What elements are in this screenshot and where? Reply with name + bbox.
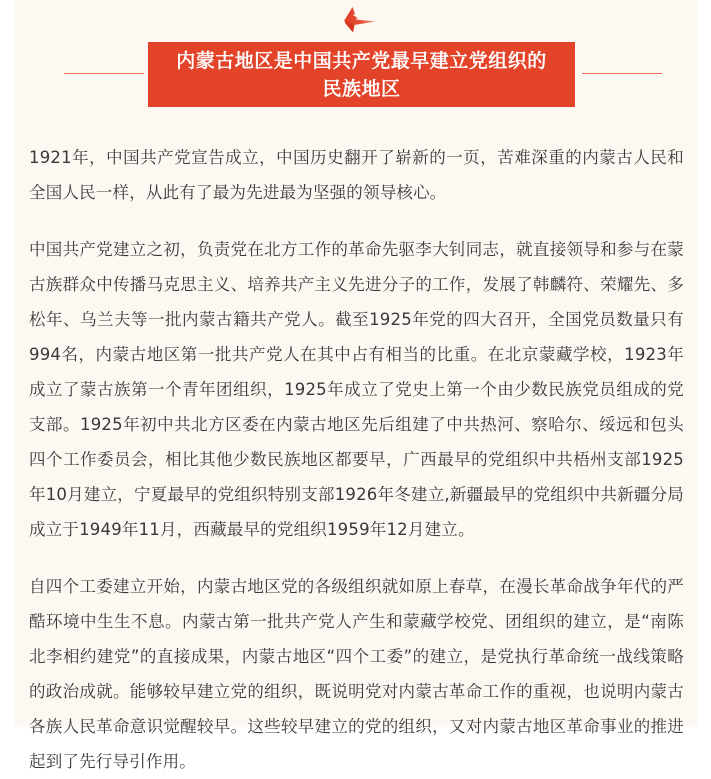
divider-left [64, 73, 144, 74]
article-paragraph: 自四个工委建立开始，内蒙古地区党的各级组织就如原上春草，在漫长革命战争年代的严酷环境中生生不息。内蒙古第一批共产党人产生和蒙藏学校党、团组织的建立，是“南陈北李相约建党”的直接成果，内蒙古地区“四个工委”的建立，是党执行革命统一战线策略的政治成就。能够较早建立党的组织，既说明党对内蒙古革命工作的重视，也说明内蒙古各族人民革命意识觉醒较早。这些较早建立的党的组织，又对内蒙古地区革命事业的推进起到了先行导引作用。 [29, 577, 684, 771]
page-title [148, 42, 575, 107]
article-body [29, 140, 684, 779]
divider-right [582, 73, 662, 74]
page-title-line-1: 内蒙古地区是中国共产党最早建立党组织的 [176, 49, 547, 72]
article-paragraph: 中国共产党建立之初，负责党在北方工作的革命先驱李大钊同志，就直接领导和参与在蒙古族群众中传播马克思主义、培养共产主义先进分子的工作，发展了韩麟符、荣耀先、多松年、乌兰夫等一批内蒙古籍共产党人。截至1925年党的四大召开，全国党员数量只有994名，内蒙古地区第一批共产党人在其中占有相当的比重。在北京蒙藏学校，1923年成立了蒙古族第一个青年团组织，1925年成立了党史上第一个由少数民族党员组成的党支部。1925年初中共北方区委在内蒙古地区先后组建了中共热河、察哈尔、绥远和包头四个工作委员会，相比其他少数民族地区都要早，广西最早的党组织中共梧州支部1925年10月建立，宁夏最早的党组织特别支部1926年冬建立,新疆最早的党组织中共新疆分局成立于1949年11月，西藏最早的党组织1959年12月建立。 [29, 240, 684, 539]
article-header [14, 0, 698, 130]
page-title-line-2: 民族地区 [322, 77, 401, 100]
article-card [14, 0, 698, 771]
article-paragraph: 1921年，中国共产党宣告成立，中国历史翻开了崭新的一页，苦难深重的内蒙古人民和全国人民一样，从此有了最为先进最为坚强的领导核心。 [29, 148, 684, 202]
red-flag-icon [332, 4, 380, 40]
